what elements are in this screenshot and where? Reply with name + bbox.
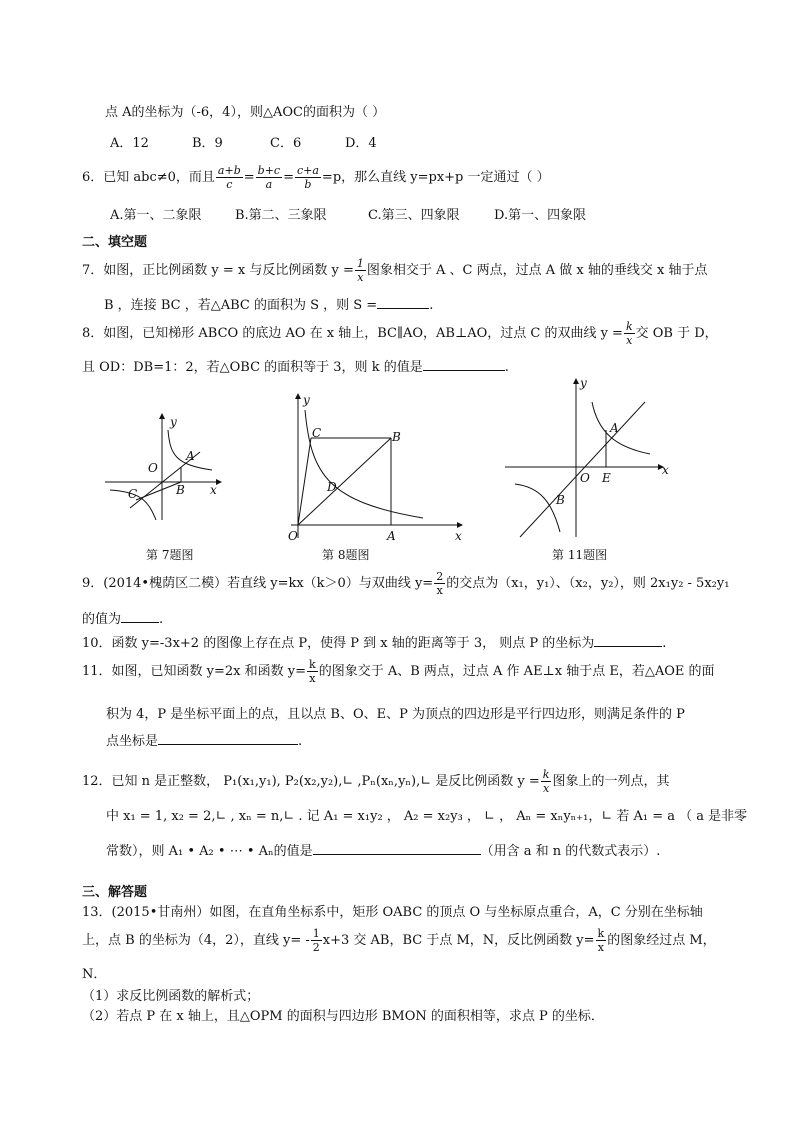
figure-8 xyxy=(283,390,473,545)
q13-part-2: （2）若点 P 在 x 轴上，且△OPM 的面积与四边形 BMON 的面积相等，求点 P 的坐标． xyxy=(82,1009,604,1024)
figure-8-caption: 第 8题图 xyxy=(322,548,370,562)
q7-line-2: B ，连接 BC ，若△ABC 的面积为 S ，则 S = . xyxy=(104,298,434,313)
q11-line-2: 积为 4，P 是坐标平面上的点，且以点 B、O、E、P 为顶点的四边形是平行四边形，则满足条件的 P xyxy=(106,707,685,722)
q11-line-3: 点坐标是 . xyxy=(106,734,303,749)
fig7-label-a: A xyxy=(186,449,195,463)
figure-7 xyxy=(100,410,230,525)
fig11-label-a: A xyxy=(610,421,619,435)
q12-line-2: 中 x₁ = 1, x₂ = 2,∟ , xₙ = n,∟ . 记 A₁ = x₁y₂ ， A₂ = x₂y₃ ， ∟ ， Aₙ = xₙyₙ₊₁，∟ 若 A₁ = a （ a 是非零 xyxy=(106,809,748,824)
figure-7-caption: 第 7题图 xyxy=(146,548,194,562)
q5-option-a: A．12 xyxy=(110,136,149,151)
q9-line-1: 9．(2014•槐荫区二模）若直线 y=kx（k＞0）与双曲线 y= $\frac{2}{x}$ 的交点为（x₁，y₁）、（x₂，y₂），则 2x₁y₂ - 5x₂y₁ xyxy=(82,570,730,597)
fig7-label-c: C xyxy=(128,487,138,501)
fig11-label-e: E xyxy=(602,471,611,485)
fig8-label-y: y xyxy=(303,393,310,407)
fig7-label-b: B xyxy=(176,483,185,497)
fig8-label-c: C xyxy=(312,426,322,440)
q7-line-1: 7．如图，正比例函数 y = x 与反比例函数 y = $\frac{1}{x}$ 图象相交于 A 、C 两点，过点 A 做 x 轴的垂线交 x 轴于点 xyxy=(82,257,708,284)
q6-option-b: B.第二、三象限 xyxy=(235,208,327,223)
q13-line-1: 13．(2015•甘南州）如图，在直角坐标系中，矩形 OABC 的顶点 O 与坐标原点重合，A，C 分别在坐标轴 xyxy=(82,905,703,920)
figure-11 xyxy=(500,372,680,542)
q5-option-c: C．6 xyxy=(270,136,302,151)
fig8-label-a: A xyxy=(387,529,396,543)
q6-option-d: D.第一、四象限 xyxy=(494,208,587,223)
fig11-label-x: x xyxy=(662,463,669,477)
q12-line-3: 常数），则 A₁ • A₂ • ⋯ • Aₙ的值是 （用含 a 和 n 的代数式表示）. xyxy=(106,844,661,859)
section-2-heading: 二、填空题 xyxy=(82,235,148,250)
fig8-label-d: D xyxy=(327,480,337,494)
q13-line-2: 上，点 B 的坐标为（4，2），直线 y= - $\frac{1}{2}$ x+3 交 AB，BC 于点 M，N，反比例函数 y= $\frac{k}{x}$ 的图象经过点 M， xyxy=(82,927,716,954)
fig11-label-o: O xyxy=(580,471,590,485)
figure-11-caption: 第 11题图 xyxy=(552,548,608,562)
fig8-label-b: B xyxy=(392,430,401,444)
fig8-label-x: x xyxy=(455,529,462,543)
q13-line-3: N． xyxy=(82,967,107,982)
section-3-heading: 三、解答题 xyxy=(82,885,148,900)
fig7-label-o: O xyxy=(148,461,158,475)
fig7-label-x: x xyxy=(210,483,217,497)
q6-option-c: C.第三、四象限 xyxy=(368,208,460,223)
fig7-label-y: y xyxy=(170,415,177,429)
q8-line-1: 8．如图，已知梯形 ABCO 的底边 AO 在 x 轴上，BC∥AO，AB⊥AO，过点 C 的双曲线 y = $\frac{k}{x}$ 交 OB 于 D， xyxy=(82,320,718,347)
q9-line-2: 的值为 . xyxy=(82,612,164,627)
q5-text: 点 A的坐标为（-6，4），则△AOC的面积为（ ） xyxy=(105,105,386,120)
fig11-label-y: y xyxy=(580,376,587,390)
q8-line-2: 且 OD：DB=1：2，若△OBC 的面积等于 3，则 k 的值是 . xyxy=(82,360,509,375)
q11-line-1: 11．如图，已知函数 y=2x 和函数 y= $\frac{k}{x}$ 的图象交于 A、B 两点，过点 A 作 AE⊥x 轴于点 E，若△AOE 的面 xyxy=(82,658,715,685)
fig8-label-o: O xyxy=(288,529,298,543)
q5-option-b: B．9 xyxy=(192,136,223,151)
q12-line-1: 12．已知 n 是正整数， P₁(x₁,y₁), P₂(x₂,y₂),∟ ,Pₙ(xₙ,yₙ),∟ 是反比例函数 y = $\frac{k}{x}$ 图象上的一列点，其 xyxy=(82,768,670,795)
q6-option-a: A.第一、二象限 xyxy=(110,208,202,223)
q10-line: 10．函数 y=-3x+2 的图像上存在点 P，使得 P 到 x 轴的距离等于 3， 则点 P 的坐标为 . xyxy=(82,636,667,651)
q5-option-d: D．4 xyxy=(345,136,377,151)
q6-line: 6．已知 abc≠0，而且 $\frac{a+b}{c}$ = $\frac{b+c}{a}$ = $\frac{c+a}{b}$ =p，那么直线 y=px+p 一定通过（ ） xyxy=(82,164,550,191)
q13-part-1: （1）求反比例函数的解析式； xyxy=(82,989,260,1004)
fig11-label-b: B xyxy=(556,493,565,507)
